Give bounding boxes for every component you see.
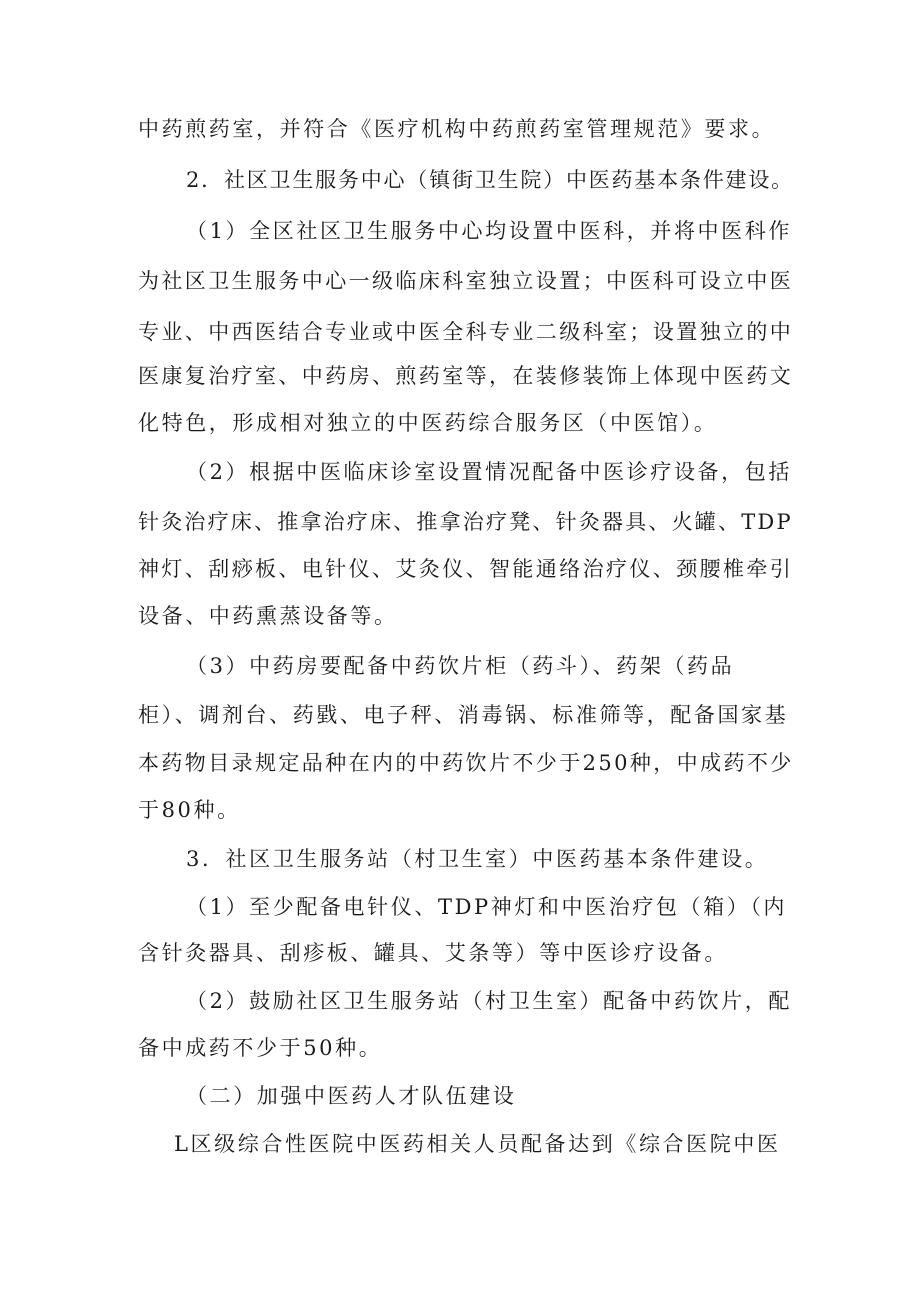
section-heading: （二）加强中医药人才队伍建设	[186, 1084, 517, 1108]
text-line: 中药煎药室，并符合《医疗机构中药煎药室管理规范》要求。	[138, 117, 776, 141]
text-line: 神灯、刮痧板、电针仪、艾灸仪、智能通络治疗仪、颈腰椎牵引	[138, 557, 794, 581]
text-line: 备中成药不少于50种。	[138, 1036, 383, 1060]
text-line: 化特色，形成相对独立的中医药综合服务区（中医馆）。	[138, 411, 718, 435]
text-line: 设备、中药熏蒸设备等。	[138, 604, 398, 628]
section-heading: 2．社区卫生服务中心（镇街卫生院）中医药基本条件建设。	[186, 168, 794, 192]
text-line: 为社区卫生服务中心一级临床科室独立设置；中医科可设立中医	[138, 269, 794, 293]
text-line: L区级综合性医院中医药相关人员配备达到《综合医院中医	[174, 1132, 781, 1156]
section-heading: 3．社区卫生服务站（村卫生室）中医药基本条件建设。	[186, 847, 769, 871]
text-line: （3）中药房要配备中药饮片柜（药斗）、药架（药品	[186, 654, 735, 678]
text-line: （1）至少配备电针仪、TDP神灯和中医治疗包（箱）（内	[186, 895, 788, 919]
text-line: （1）全区社区卫生服务中心均设置中医科，并将中医科作	[186, 219, 792, 243]
text-line: 本药物目录规定品种在内的中药饮片不少于250种，中成药不少	[138, 751, 794, 775]
text-line: 医康复治疗室、中药房、煎药室等，在装修装饰上体现中医药文	[138, 364, 794, 388]
text-line: 含针灸器具、刮疹板、罐具、艾条等）等中医诊疗设备。	[138, 941, 728, 965]
text-line: 针灸治疗床、推拿治疗床、推拿治疗凳、针灸器具、火罐、TDP	[138, 510, 793, 534]
text-line: （2）鼓励社区卫生服务站（村卫生室）配备中药饮片，配	[186, 989, 792, 1013]
text-line: 专业、中西医结合专业或中医全科专业二级科室；设置独立的中	[138, 320, 794, 344]
text-line: （2）根据中医临床诊室设置情况配备中医诊疗设备，包括	[186, 460, 792, 484]
text-line: 柜）、调剂台、药戥、电子秤、消毒锅、标准筛等，配备国家基	[138, 703, 789, 727]
text-line: 于80种。	[138, 798, 241, 822]
